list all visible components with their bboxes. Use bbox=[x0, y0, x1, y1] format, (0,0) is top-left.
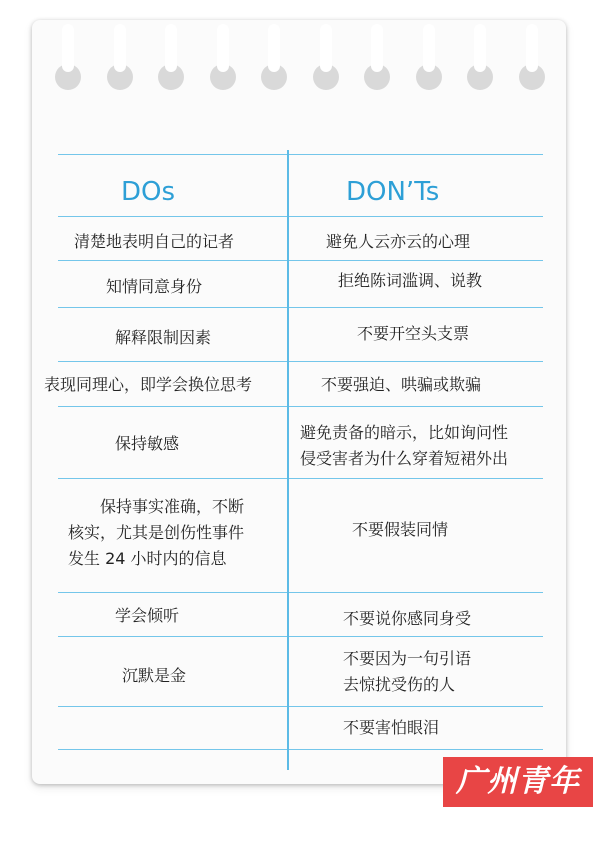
do-item: 解释限制因素 bbox=[115, 328, 212, 347]
do-item-line: 核实，尤其是创伤性事件 bbox=[68, 523, 245, 542]
do-item: 表现同理心，即学会换位思考 bbox=[44, 375, 253, 394]
dont-item: 不要假装同情 bbox=[352, 520, 449, 539]
dont-item: 不要强迫、哄骗或欺骗 bbox=[321, 375, 482, 394]
do-item-line: 发生 24 小时内的信息 bbox=[68, 549, 227, 568]
dont-item: 不要说你感同身受 bbox=[343, 609, 472, 628]
rule-line bbox=[58, 406, 543, 407]
binder-hole bbox=[519, 64, 545, 90]
binder-hole bbox=[158, 64, 184, 90]
binder-hole bbox=[55, 64, 81, 90]
dont-item: 拒绝陈词滥调、说教 bbox=[338, 271, 483, 290]
do-item: 学会倾听 bbox=[115, 606, 180, 625]
do-item: 清楚地表明自己的记者 bbox=[74, 232, 235, 251]
binder-hole bbox=[364, 64, 390, 90]
rule-line bbox=[58, 307, 543, 308]
dont-item: 避免人云亦云的心理 bbox=[326, 232, 471, 251]
binder-hole bbox=[261, 64, 287, 90]
rule-line bbox=[58, 636, 543, 637]
do-item: 保持敏感 bbox=[115, 434, 180, 453]
do-item: 沉默是金 bbox=[122, 666, 187, 685]
notebook-page bbox=[32, 20, 566, 784]
rule-line bbox=[58, 260, 543, 261]
rule-line bbox=[58, 361, 543, 362]
binder-holes bbox=[32, 20, 566, 90]
dont-item-line: 不要因为一句引语 bbox=[343, 649, 472, 668]
binder-hole bbox=[107, 64, 133, 90]
binder-hole bbox=[416, 64, 442, 90]
dos-header: DOs bbox=[121, 177, 176, 207]
dont-item: 不要开空头支票 bbox=[357, 324, 470, 343]
binder-hole bbox=[210, 64, 236, 90]
rule-line bbox=[58, 749, 543, 750]
column-divider bbox=[287, 150, 289, 770]
newspaper-logo: 广州青年报 bbox=[443, 757, 593, 807]
rule-line bbox=[58, 706, 543, 707]
rule-line bbox=[58, 592, 543, 593]
dont-item-line: 侵受害者为什么穿着短裙外出 bbox=[300, 449, 509, 468]
dont-item-line: 去惊扰受伤的人 bbox=[343, 675, 456, 694]
rule-line bbox=[58, 154, 543, 155]
dont-item: 不要害怕眼泪 bbox=[343, 718, 440, 737]
rule-line bbox=[58, 478, 543, 479]
rule-line bbox=[58, 216, 543, 217]
donts-header: DON’Ts bbox=[346, 177, 440, 207]
binder-hole bbox=[467, 64, 493, 90]
dont-item-line: 避免责备的暗示，比如询问性 bbox=[300, 423, 509, 442]
binder-hole bbox=[313, 64, 339, 90]
do-item-line: 保持事实准确，不断 bbox=[100, 497, 245, 516]
do-item: 知情同意身份 bbox=[106, 277, 203, 296]
